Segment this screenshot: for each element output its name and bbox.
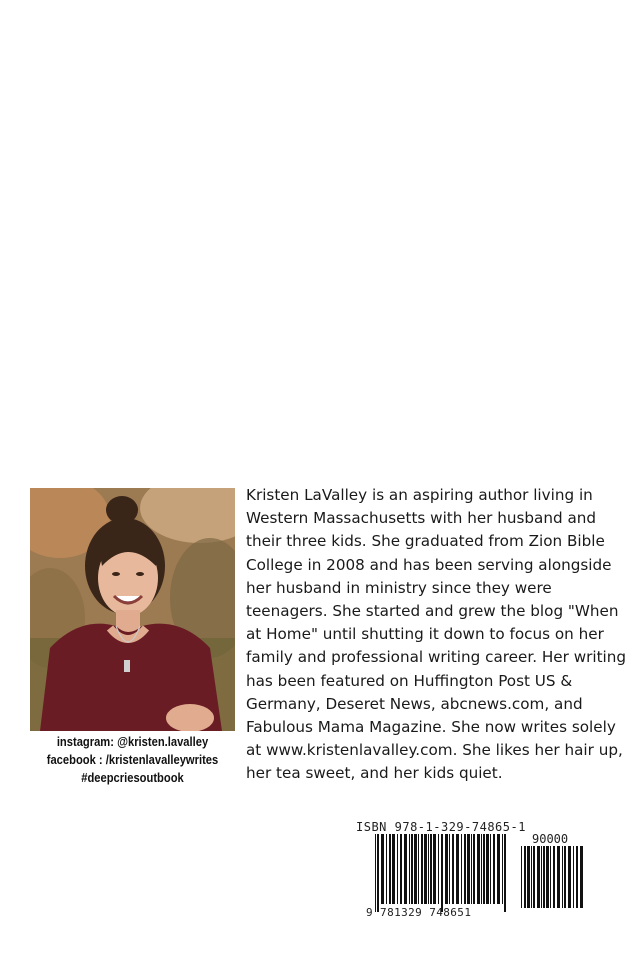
social-links [44,733,220,787]
barcode-bar [527,846,530,908]
ean-digits: 9 781329 748651 [366,906,472,919]
barcode-bar [433,834,436,904]
barcode-bar [404,834,407,904]
barcode-bar [580,846,583,908]
barcode-bar [576,846,578,908]
barcode-bar [461,834,462,904]
barcode-bar [564,846,566,908]
barcode-bar [386,834,387,904]
barcode-bar [467,834,470,904]
barcode-bar [531,846,532,908]
barcode-bar [381,834,384,904]
isbn-label: ISBN 978-1-329-74865-1 [356,820,526,834]
barcode-bar [441,834,443,912]
barcode-bar [504,834,506,912]
barcode-bar [411,834,413,904]
barcode-bar [546,846,549,908]
barcode-bar [524,846,526,908]
barcode-bar [568,846,571,908]
barcode-bar [497,834,500,904]
price-code: 90000 [532,832,569,846]
barcode-bar [553,846,555,908]
barcode-bar [493,834,495,904]
barcode-bar [456,834,459,904]
barcode-bar [428,834,429,904]
barcode-bar [471,834,472,904]
barcode-bar [490,834,491,904]
barcode-bar [562,846,563,908]
ean-bars [374,834,512,912]
instagram-handle: instagram: @kristen.lavalley [56,734,209,749]
facebook-handle: facebook : /kristenlavalleywrites [46,752,219,767]
barcode-bar [541,846,542,908]
barcode-bar [452,834,454,904]
barcode-bar [477,834,480,904]
barcode-bar [421,834,423,904]
barcode-bar [449,834,450,904]
barcode-bar [537,846,540,908]
barcode-bar [533,846,535,908]
barcode-bar [430,834,432,904]
barcode-bar [445,834,448,904]
barcode-bar [397,834,398,904]
barcode-bar [414,834,417,904]
book-hashtag: #deepcriesoutbook [81,770,184,785]
isbn-barcode [352,818,588,922]
barcode-bar [389,834,391,904]
barcode-bar [464,834,466,904]
barcode-bar [400,834,402,904]
barcode-bar [483,834,485,904]
barcode-bar [543,846,545,908]
author-bio: Kristen LaValley is an aspiring author living in Western Massachusetts with her husband and their three kids. She graduated from Zion Bible College in 2008 and has been serving alongside her husband in ministry since they were teenagers. She started and grew the blog "When at Home" until shutting it down to focus on her family and professional writing career. Her writing has been featured on Huffington Post US & Germany, Deseret News, abcnews.com, and Fabulous Mama Magazine. She now writes solely at www.kristenlavalley.com. She likes her hair up, her tea sweet, and her kids quiet. [246,486,627,783]
barcode-bar [424,834,427,904]
barcode-bar [418,834,419,904]
barcode-bar [375,834,376,912]
barcode-bar [557,846,560,908]
barcode-bar [550,846,551,908]
barcode-bar [481,834,482,904]
barcode-bar [438,834,439,904]
author-photo [30,488,235,731]
barcode-bar [409,834,410,904]
barcode-bar [473,834,475,904]
barcode-bar [521,846,522,908]
barcode-bar [377,834,379,912]
barcode-bar [573,846,574,908]
barcode-bar [486,834,489,904]
barcode-bar [502,834,503,904]
addon-bars [520,846,586,908]
barcode-bar [392,834,395,904]
